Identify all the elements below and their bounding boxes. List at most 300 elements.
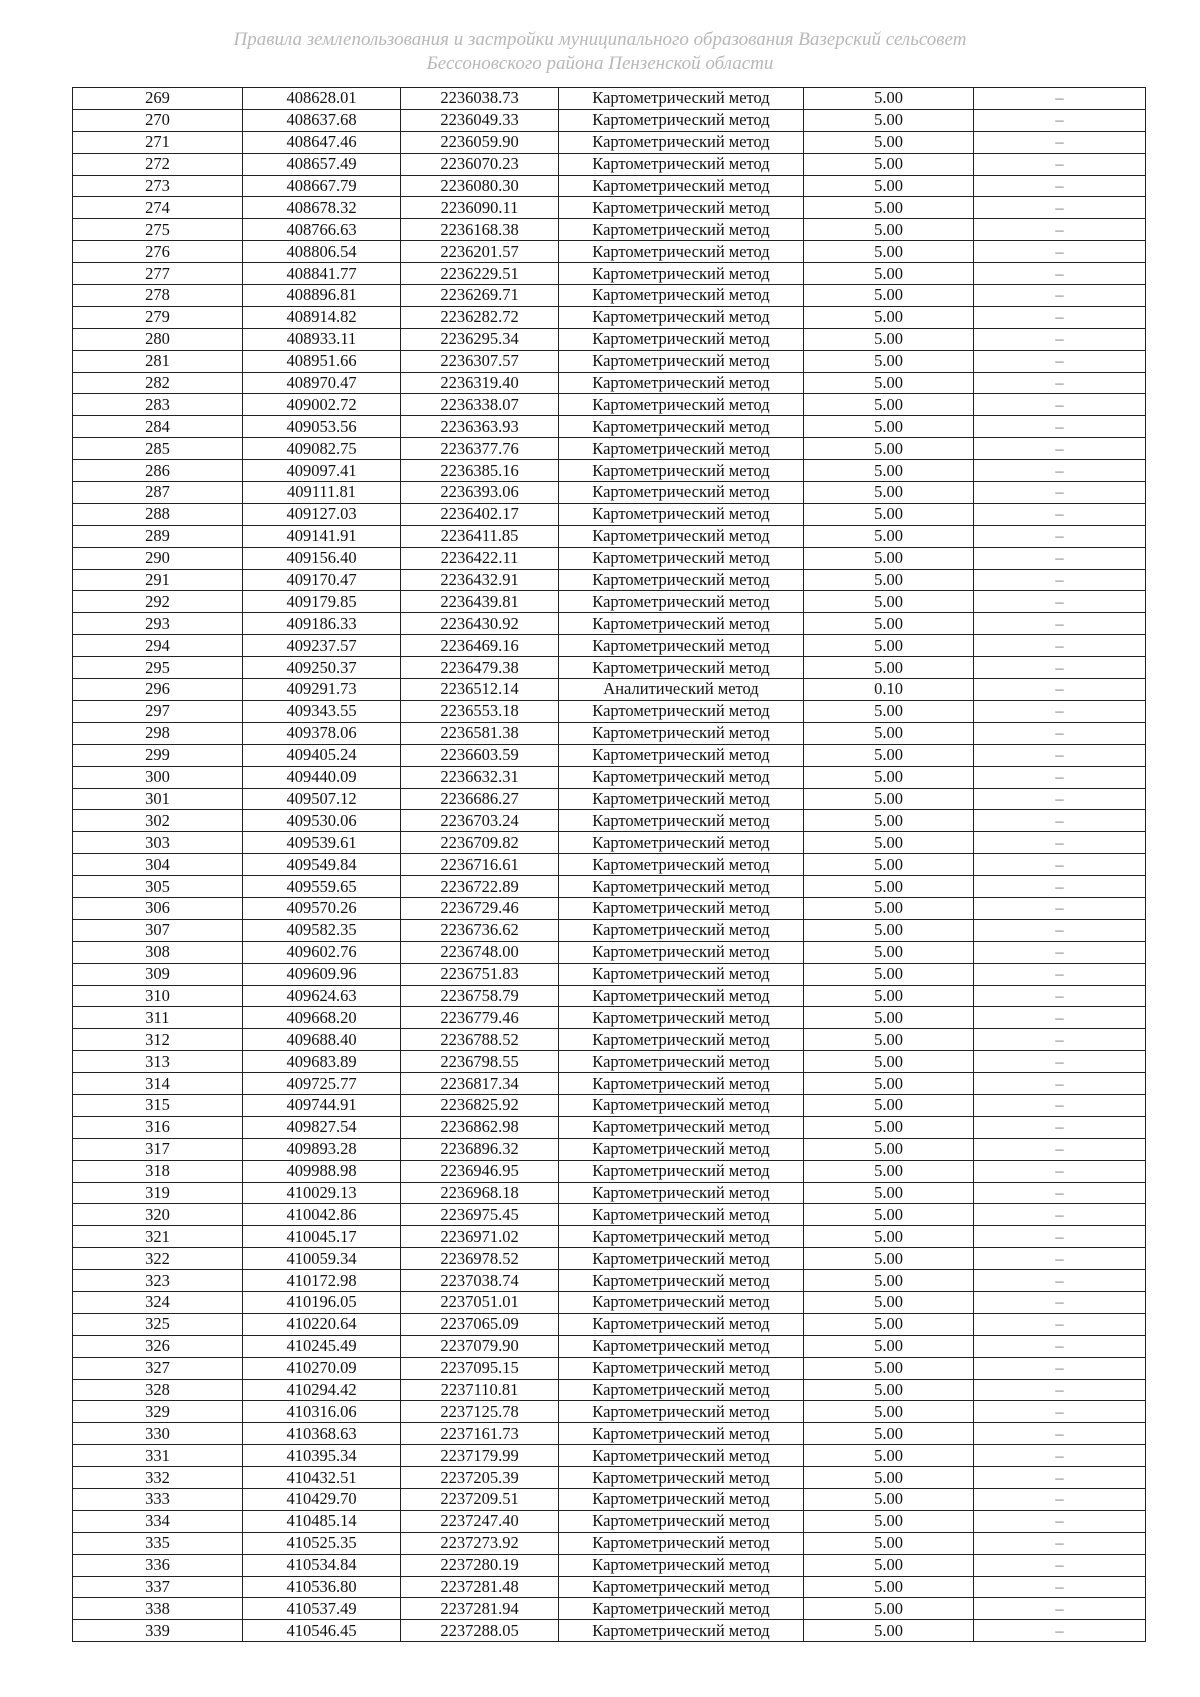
cell-point-number: 280 xyxy=(73,328,243,350)
cell-coord-x: 409688.40 xyxy=(243,1029,401,1051)
cell-point-number: 322 xyxy=(73,1248,243,1270)
cell-coord-x: 409539.61 xyxy=(243,832,401,854)
cell-point-number: 304 xyxy=(73,854,243,876)
cell-accuracy: 5.00 xyxy=(804,306,974,328)
cell-accuracy: 5.00 xyxy=(804,1204,974,1226)
cell-coord-y: 2236512.14 xyxy=(401,679,559,701)
cell-method: Картометрический метод xyxy=(559,219,804,241)
table-row xyxy=(73,919,1146,941)
cell-coord-y: 2237110.81 xyxy=(401,1379,559,1401)
cell-coord-y: 2237179.99 xyxy=(401,1445,559,1467)
table-row xyxy=(73,832,1146,854)
cell-method: Картометрический метод xyxy=(559,525,804,547)
cell-accuracy: 5.00 xyxy=(804,241,974,263)
cell-accuracy: 5.00 xyxy=(804,1554,974,1576)
cell-coord-x: 408637.68 xyxy=(243,109,401,131)
cell-point-number: 328 xyxy=(73,1379,243,1401)
cell-coord-y: 2236751.83 xyxy=(401,963,559,985)
cell-point-number: 338 xyxy=(73,1598,243,1620)
cell-description: – xyxy=(974,460,1146,482)
cell-accuracy: 5.00 xyxy=(804,810,974,832)
cell-accuracy: 5.00 xyxy=(804,482,974,504)
cell-description: – xyxy=(974,1051,1146,1073)
cell-point-number: 330 xyxy=(73,1423,243,1445)
cell-accuracy: 5.00 xyxy=(804,1598,974,1620)
cell-method: Картометрический метод xyxy=(559,131,804,153)
cell-point-number: 286 xyxy=(73,460,243,482)
cell-coord-y: 2236038.73 xyxy=(401,88,559,110)
cell-description: – xyxy=(974,700,1146,722)
header-line-1: Правила землепользования и застройки муниципального образования Вазерский сельсовет xyxy=(233,29,967,50)
cell-description: – xyxy=(974,1576,1146,1598)
cell-accuracy: 5.00 xyxy=(804,438,974,460)
cell-accuracy: 5.00 xyxy=(804,219,974,241)
cell-accuracy: 5.00 xyxy=(804,1401,974,1423)
table-row xyxy=(73,613,1146,635)
cell-description: – xyxy=(974,897,1146,919)
cell-accuracy: 5.00 xyxy=(804,153,974,175)
cell-point-number: 277 xyxy=(73,263,243,285)
table-row xyxy=(73,788,1146,810)
cell-coord-y: 2237280.19 xyxy=(401,1554,559,1576)
cell-method: Картометрический метод xyxy=(559,438,804,460)
cell-point-number: 272 xyxy=(73,153,243,175)
table-row xyxy=(73,285,1146,307)
cell-coord-y: 2236581.38 xyxy=(401,722,559,744)
cell-point-number: 318 xyxy=(73,1160,243,1182)
cell-coord-y: 2236229.51 xyxy=(401,263,559,285)
cell-coord-x: 410270.09 xyxy=(243,1357,401,1379)
cell-accuracy: 5.00 xyxy=(804,1357,974,1379)
cell-accuracy: 5.00 xyxy=(804,1094,974,1116)
cell-point-number: 315 xyxy=(73,1094,243,1116)
cell-coord-y: 2236709.82 xyxy=(401,832,559,854)
cell-accuracy: 5.00 xyxy=(804,1423,974,1445)
table-row xyxy=(73,1357,1146,1379)
cell-method: Картометрический метод xyxy=(559,1116,804,1138)
cell-method: Картометрический метод xyxy=(559,1160,804,1182)
table-row xyxy=(73,744,1146,766)
cell-description: – xyxy=(974,131,1146,153)
cell-coord-x: 408951.66 xyxy=(243,350,401,372)
cell-description: – xyxy=(974,919,1146,941)
cell-accuracy: 5.00 xyxy=(804,1379,974,1401)
cell-coord-y: 2236411.85 xyxy=(401,525,559,547)
cell-method: Картометрический метод xyxy=(559,985,804,1007)
cell-coord-x: 410220.64 xyxy=(243,1313,401,1335)
cell-description: – xyxy=(974,1226,1146,1248)
cell-coord-x: 409559.65 xyxy=(243,876,401,898)
cell-point-number: 293 xyxy=(73,613,243,635)
cell-point-number: 326 xyxy=(73,1335,243,1357)
cell-coord-y: 2236817.34 xyxy=(401,1073,559,1095)
cell-coord-y: 2236432.91 xyxy=(401,569,559,591)
cell-point-number: 271 xyxy=(73,131,243,153)
cell-coord-x: 408678.32 xyxy=(243,197,401,219)
cell-coord-x: 410294.42 xyxy=(243,1379,401,1401)
table-row xyxy=(73,175,1146,197)
cell-coord-y: 2236896.32 xyxy=(401,1138,559,1160)
cell-point-number: 336 xyxy=(73,1554,243,1576)
table-row xyxy=(73,1226,1146,1248)
table-row xyxy=(73,700,1146,722)
cell-coord-y: 2237288.05 xyxy=(401,1620,559,1642)
cell-accuracy: 5.00 xyxy=(804,525,974,547)
cell-coord-x: 408628.01 xyxy=(243,88,401,110)
cell-coord-x: 410432.51 xyxy=(243,1467,401,1489)
cell-coord-y: 2236363.93 xyxy=(401,416,559,438)
cell-description: – xyxy=(974,788,1146,810)
cell-method: Картометрический метод xyxy=(559,810,804,832)
cell-description: – xyxy=(974,1138,1146,1160)
cell-method: Картометрический метод xyxy=(559,854,804,876)
cell-description: – xyxy=(974,1620,1146,1642)
cell-coord-x: 409602.76 xyxy=(243,941,401,963)
cell-point-number: 305 xyxy=(73,876,243,898)
cell-method: Картометрический метод xyxy=(559,153,804,175)
cell-coord-y: 2236393.06 xyxy=(401,482,559,504)
cell-accuracy: 5.00 xyxy=(804,416,974,438)
cell-point-number: 291 xyxy=(73,569,243,591)
cell-description: – xyxy=(974,1335,1146,1357)
cell-method: Картометрический метод xyxy=(559,328,804,350)
cell-coord-x: 409893.28 xyxy=(243,1138,401,1160)
cell-coord-x: 409082.75 xyxy=(243,438,401,460)
cell-accuracy: 0.10 xyxy=(804,679,974,701)
cell-description: – xyxy=(974,832,1146,854)
cell-accuracy: 5.00 xyxy=(804,547,974,569)
cell-description: – xyxy=(974,350,1146,372)
cell-description: – xyxy=(974,306,1146,328)
cell-coord-x: 410429.70 xyxy=(243,1489,401,1511)
cell-accuracy: 5.00 xyxy=(804,613,974,635)
cell-point-number: 289 xyxy=(73,525,243,547)
cell-method: Картометрический метод xyxy=(559,263,804,285)
cell-coord-x: 409250.37 xyxy=(243,657,401,679)
coordinates-table xyxy=(72,87,1146,1642)
cell-point-number: 335 xyxy=(73,1532,243,1554)
cell-accuracy: 5.00 xyxy=(804,744,974,766)
cell-description: – xyxy=(974,503,1146,525)
cell-method: Картометрический метод xyxy=(559,306,804,328)
cell-method: Картометрический метод xyxy=(559,569,804,591)
cell-method: Картометрический метод xyxy=(559,88,804,110)
table-row xyxy=(73,657,1146,679)
cell-point-number: 297 xyxy=(73,700,243,722)
cell-point-number: 282 xyxy=(73,372,243,394)
cell-method: Аналитический метод xyxy=(559,679,804,701)
cell-description: – xyxy=(974,1401,1146,1423)
cell-accuracy: 5.00 xyxy=(804,1160,974,1182)
table-row xyxy=(73,1182,1146,1204)
cell-accuracy: 5.00 xyxy=(804,1576,974,1598)
cell-method: Картометрический метод xyxy=(559,503,804,525)
cell-coord-y: 2236632.31 xyxy=(401,766,559,788)
cell-accuracy: 5.00 xyxy=(804,1489,974,1511)
cell-coord-y: 2236603.59 xyxy=(401,744,559,766)
cell-coord-x: 409291.73 xyxy=(243,679,401,701)
cell-coord-x: 409570.26 xyxy=(243,897,401,919)
cell-accuracy: 5.00 xyxy=(804,766,974,788)
cell-coord-y: 2236080.30 xyxy=(401,175,559,197)
cell-coord-y: 2236825.92 xyxy=(401,1094,559,1116)
cell-coord-y: 2236798.55 xyxy=(401,1051,559,1073)
cell-coord-y: 2236975.45 xyxy=(401,1204,559,1226)
cell-method: Картометрический метод xyxy=(559,941,804,963)
cell-accuracy: 5.00 xyxy=(804,1313,974,1335)
cell-accuracy: 5.00 xyxy=(804,1445,974,1467)
table-row xyxy=(73,197,1146,219)
cell-method: Картометрический метод xyxy=(559,1094,804,1116)
cell-coord-x: 408657.49 xyxy=(243,153,401,175)
cell-coord-x: 409530.06 xyxy=(243,810,401,832)
table-row xyxy=(73,985,1146,1007)
cell-coord-y: 2236978.52 xyxy=(401,1248,559,1270)
cell-accuracy: 5.00 xyxy=(804,1467,974,1489)
cell-method: Картометрический метод xyxy=(559,919,804,941)
table-row xyxy=(73,810,1146,832)
cell-coord-x: 409440.09 xyxy=(243,766,401,788)
cell-point-number: 303 xyxy=(73,832,243,854)
cell-point-number: 296 xyxy=(73,679,243,701)
cell-method: Картометрический метод xyxy=(559,1226,804,1248)
cell-coord-x: 410029.13 xyxy=(243,1182,401,1204)
cell-accuracy: 5.00 xyxy=(804,460,974,482)
cell-method: Картометрический метод xyxy=(559,1554,804,1576)
cell-coord-x: 409988.98 xyxy=(243,1160,401,1182)
cell-coord-y: 2237281.94 xyxy=(401,1598,559,1620)
cell-coord-x: 410534.84 xyxy=(243,1554,401,1576)
cell-accuracy: 5.00 xyxy=(804,1051,974,1073)
cell-point-number: 284 xyxy=(73,416,243,438)
table-row xyxy=(73,569,1146,591)
table-row xyxy=(73,372,1146,394)
cell-coord-y: 2237273.92 xyxy=(401,1532,559,1554)
cell-method: Картометрический метод xyxy=(559,285,804,307)
cell-description: – xyxy=(974,197,1146,219)
cell-method: Картометрический метод xyxy=(559,1248,804,1270)
table-row xyxy=(73,1160,1146,1182)
cell-description: – xyxy=(974,328,1146,350)
cell-method: Картометрический метод xyxy=(559,394,804,416)
table-row xyxy=(73,1510,1146,1532)
cell-description: – xyxy=(974,1204,1146,1226)
table-row xyxy=(73,219,1146,241)
cell-coord-x: 409378.06 xyxy=(243,722,401,744)
table-row xyxy=(73,1620,1146,1642)
cell-description: – xyxy=(974,1270,1146,1292)
cell-description: – xyxy=(974,241,1146,263)
cell-method: Картометрический метод xyxy=(559,241,804,263)
cell-description: – xyxy=(974,1029,1146,1051)
cell-coord-x: 409186.33 xyxy=(243,613,401,635)
cell-description: – xyxy=(974,657,1146,679)
cell-coord-x: 409549.84 xyxy=(243,854,401,876)
cell-point-number: 309 xyxy=(73,963,243,985)
cell-method: Картометрический метод xyxy=(559,1291,804,1313)
cell-description: – xyxy=(974,1379,1146,1401)
cell-point-number: 314 xyxy=(73,1073,243,1095)
cell-description: – xyxy=(974,854,1146,876)
table-row xyxy=(73,1401,1146,1423)
cell-accuracy: 5.00 xyxy=(804,897,974,919)
cell-coord-x: 409744.91 xyxy=(243,1094,401,1116)
cell-description: – xyxy=(974,941,1146,963)
cell-coord-x: 410042.86 xyxy=(243,1204,401,1226)
cell-coord-x: 410059.34 xyxy=(243,1248,401,1270)
cell-method: Картометрический метод xyxy=(559,832,804,854)
cell-description: – xyxy=(974,109,1146,131)
cell-accuracy: 5.00 xyxy=(804,1029,974,1051)
cell-point-number: 333 xyxy=(73,1489,243,1511)
cell-description: – xyxy=(974,1554,1146,1576)
cell-point-number: 329 xyxy=(73,1401,243,1423)
cell-description: – xyxy=(974,1248,1146,1270)
table-row xyxy=(73,1335,1146,1357)
table-row xyxy=(73,503,1146,525)
table-row xyxy=(73,1489,1146,1511)
cell-point-number: 337 xyxy=(73,1576,243,1598)
cell-accuracy: 5.00 xyxy=(804,328,974,350)
cell-accuracy: 5.00 xyxy=(804,591,974,613)
cell-coord-x: 408667.79 xyxy=(243,175,401,197)
cell-description: – xyxy=(974,766,1146,788)
cell-coord-y: 2236059.90 xyxy=(401,131,559,153)
cell-method: Картометрический метод xyxy=(559,1007,804,1029)
cell-description: – xyxy=(974,1598,1146,1620)
cell-method: Картометрический метод xyxy=(559,1357,804,1379)
table-row xyxy=(73,1116,1146,1138)
cell-coord-y: 2237209.51 xyxy=(401,1489,559,1511)
cell-point-number: 273 xyxy=(73,175,243,197)
cell-point-number: 312 xyxy=(73,1029,243,1051)
cell-coord-y: 2236295.34 xyxy=(401,328,559,350)
cell-coord-x: 408914.82 xyxy=(243,306,401,328)
cell-accuracy: 5.00 xyxy=(804,963,974,985)
table-row xyxy=(73,328,1146,350)
cell-point-number: 292 xyxy=(73,591,243,613)
cell-coord-x: 410525.35 xyxy=(243,1532,401,1554)
cell-coord-x: 408841.77 xyxy=(243,263,401,285)
table-row xyxy=(73,88,1146,110)
cell-coord-x: 409156.40 xyxy=(243,547,401,569)
cell-method: Картометрический метод xyxy=(559,1182,804,1204)
cell-accuracy: 5.00 xyxy=(804,503,974,525)
cell-accuracy: 5.00 xyxy=(804,175,974,197)
cell-point-number: 319 xyxy=(73,1182,243,1204)
cell-coord-x: 409179.85 xyxy=(243,591,401,613)
table-row xyxy=(73,963,1146,985)
table-row xyxy=(73,1576,1146,1598)
cell-point-number: 311 xyxy=(73,1007,243,1029)
cell-coord-x: 409624.63 xyxy=(243,985,401,1007)
cell-accuracy: 5.00 xyxy=(804,131,974,153)
cell-coord-x: 408933.11 xyxy=(243,328,401,350)
cell-method: Картометрический метод xyxy=(559,1335,804,1357)
cell-point-number: 308 xyxy=(73,941,243,963)
cell-coord-y: 2237051.01 xyxy=(401,1291,559,1313)
cell-coord-y: 2236971.02 xyxy=(401,1226,559,1248)
cell-method: Картометрический метод xyxy=(559,350,804,372)
cell-description: – xyxy=(974,1073,1146,1095)
cell-accuracy: 5.00 xyxy=(804,1335,974,1357)
cell-coord-x: 409111.81 xyxy=(243,482,401,504)
cell-coord-y: 2236338.07 xyxy=(401,394,559,416)
cell-description: – xyxy=(974,416,1146,438)
header-line-2: Бессоновского района Пензенской области xyxy=(426,53,774,74)
cell-coord-y: 2237079.90 xyxy=(401,1335,559,1357)
cell-point-number: 274 xyxy=(73,197,243,219)
cell-point-number: 290 xyxy=(73,547,243,569)
page-header xyxy=(0,28,1200,76)
cell-method: Картометрический метод xyxy=(559,722,804,744)
cell-accuracy: 5.00 xyxy=(804,372,974,394)
cell-coord-x: 410395.34 xyxy=(243,1445,401,1467)
cell-method: Картометрический метод xyxy=(559,482,804,504)
cell-coord-x: 409053.56 xyxy=(243,416,401,438)
cell-description: – xyxy=(974,635,1146,657)
table-row xyxy=(73,153,1146,175)
table-row xyxy=(73,306,1146,328)
cell-accuracy: 5.00 xyxy=(804,1248,974,1270)
cell-accuracy: 5.00 xyxy=(804,635,974,657)
cell-method: Картометрический метод xyxy=(559,876,804,898)
cell-point-number: 287 xyxy=(73,482,243,504)
cell-coord-y: 2236722.89 xyxy=(401,876,559,898)
cell-coord-x: 409609.96 xyxy=(243,963,401,985)
cell-coord-y: 2236758.79 xyxy=(401,985,559,1007)
cell-description: – xyxy=(974,591,1146,613)
cell-method: Картометрический метод xyxy=(559,744,804,766)
cell-accuracy: 5.00 xyxy=(804,285,974,307)
table-row xyxy=(73,1248,1146,1270)
cell-coord-y: 2237038.74 xyxy=(401,1270,559,1292)
cell-coord-y: 2236201.57 xyxy=(401,241,559,263)
table-row xyxy=(73,547,1146,569)
table-row xyxy=(73,460,1146,482)
cell-description: – xyxy=(974,1467,1146,1489)
cell-accuracy: 5.00 xyxy=(804,1138,974,1160)
cell-coord-x: 410536.80 xyxy=(243,1576,401,1598)
table-row xyxy=(73,1073,1146,1095)
cell-method: Картометрический метод xyxy=(559,1532,804,1554)
cell-accuracy: 5.00 xyxy=(804,1620,974,1642)
cell-description: – xyxy=(974,722,1146,744)
cell-point-number: 316 xyxy=(73,1116,243,1138)
cell-point-number: 283 xyxy=(73,394,243,416)
cell-point-number: 278 xyxy=(73,285,243,307)
cell-coord-y: 2236946.95 xyxy=(401,1160,559,1182)
cell-description: – xyxy=(974,438,1146,460)
cell-coord-y: 2236779.46 xyxy=(401,1007,559,1029)
cell-coord-y: 2236479.38 xyxy=(401,657,559,679)
cell-coord-x: 410316.06 xyxy=(243,1401,401,1423)
cell-description: – xyxy=(974,744,1146,766)
cell-coord-x: 410196.05 xyxy=(243,1291,401,1313)
cell-accuracy: 5.00 xyxy=(804,941,974,963)
cell-method: Картометрический метод xyxy=(559,1423,804,1445)
cell-coord-y: 2236716.61 xyxy=(401,854,559,876)
cell-coord-y: 2236282.72 xyxy=(401,306,559,328)
cell-coord-y: 2236070.23 xyxy=(401,153,559,175)
cell-point-number: 301 xyxy=(73,788,243,810)
table-row xyxy=(73,1138,1146,1160)
cell-accuracy: 5.00 xyxy=(804,832,974,854)
cell-method: Картометрический метод xyxy=(559,1445,804,1467)
cell-method: Картометрический метод xyxy=(559,766,804,788)
cell-point-number: 327 xyxy=(73,1357,243,1379)
cell-accuracy: 5.00 xyxy=(804,919,974,941)
